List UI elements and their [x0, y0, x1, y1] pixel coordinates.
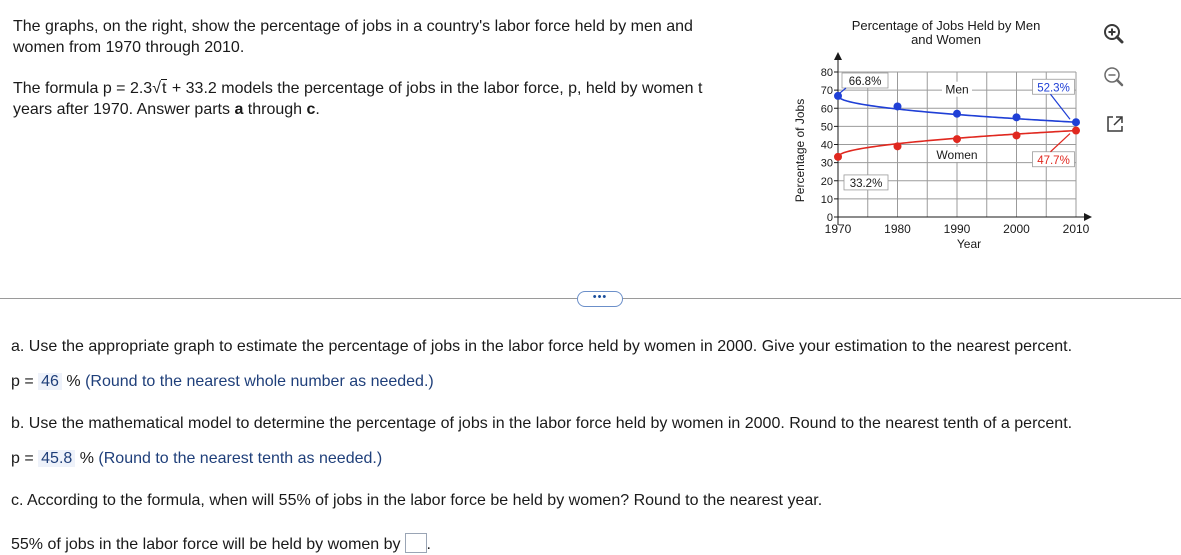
data-point-women	[1013, 131, 1021, 139]
part-c-label: c	[306, 101, 316, 118]
y-tick-label: 20	[820, 175, 833, 188]
annotation-men-end: 52.3%	[1037, 82, 1070, 95]
data-point-women	[953, 135, 961, 143]
intro-paragraph-2	[13, 78, 713, 120]
annotation-women-start: 33.2%	[849, 177, 883, 190]
answer-c-suffix: .	[426, 536, 431, 553]
x-tick-label: 2000	[1003, 222, 1030, 236]
answer-b-row	[11, 449, 382, 469]
answer-c-input[interactable]	[405, 533, 427, 553]
data-point-women	[834, 153, 842, 161]
annotation-women-end: 47.7%	[1037, 154, 1070, 167]
answer-b-hint: (Round to the nearest tenth as needed.)	[98, 450, 383, 467]
x-axis-label: Year	[956, 237, 982, 251]
chart-title-line-1: Percentage of Jobs Held by Men	[851, 18, 1041, 33]
question-b: b. Use the mathematical model to determine the percentage of jobs in the labor force held by women in 2000. Round to the nearest tenth of a percent.	[11, 415, 1073, 432]
more-options-button[interactable]: •••	[577, 291, 623, 307]
sqrt-radicand: t	[161, 80, 167, 97]
zoom-out-icon	[1102, 65, 1124, 87]
data-point-men	[1072, 118, 1080, 126]
x-tick-label: 2010	[1062, 222, 1090, 236]
y-tick-label: 60	[820, 103, 833, 116]
part-a-label: a	[234, 101, 244, 118]
intro-period: .	[315, 101, 320, 118]
data-point-women	[1072, 127, 1080, 135]
answer-c-prefix: 55% of jobs in the labor force will be held by women by	[11, 536, 401, 553]
answer-a-hint: (Round to the nearest whole number as needed.)	[85, 373, 434, 390]
through-text: through	[243, 101, 307, 118]
chart-svg	[786, 14, 1106, 264]
x-tick-label: 1970	[824, 222, 852, 236]
data-point-women	[894, 142, 902, 150]
y-tick-label: 50	[820, 121, 833, 134]
sqrt-icon: √	[152, 80, 161, 97]
zoom-in-icon	[1102, 22, 1124, 44]
answer-a-unit: %	[61, 373, 81, 390]
y-tick-label: 70	[820, 85, 833, 98]
problem-intro	[13, 16, 713, 140]
answer-a-value[interactable]: 46	[38, 373, 62, 390]
answer-b-prefix: p =	[11, 450, 39, 467]
series-label-men: Men	[945, 82, 969, 97]
y-axis-label: Percentage of Jobs	[793, 98, 807, 203]
y-tick-label: 30	[820, 157, 833, 170]
question-a: a. Use the appropriate graph to estimate the percentage of jobs in the labor force held by women in 2000. Give your estimation to the nearest percent.	[11, 338, 1073, 355]
answer-a-prefix: p =	[11, 373, 39, 390]
question-c: c. According to the formula, when will 55% of jobs in the labor force be held by women? Round to the nearest year.	[11, 492, 823, 509]
sqrt-expression	[152, 78, 167, 99]
answer-b-unit: %	[75, 450, 94, 467]
x-axis-arrow-icon	[1084, 213, 1092, 221]
zoom-out-button[interactable]	[1102, 65, 1124, 87]
data-point-men	[953, 110, 961, 118]
answer-b-value[interactable]: 45.8	[38, 450, 75, 467]
data-point-men	[834, 92, 842, 100]
popout-button[interactable]	[1104, 113, 1126, 135]
x-tick-label: 1990	[943, 222, 971, 236]
annotation-men-start: 66.8%	[848, 76, 882, 88]
jobs-chart	[786, 14, 1106, 264]
formula-suffix: + 33.2 models the percentage of jobs in the labor force, p, held by women t years after 1970. Answer parts	[13, 80, 703, 118]
y-tick-label: 10	[820, 193, 833, 206]
x-tick-label: 1980	[884, 222, 911, 236]
zoom-in-button[interactable]	[1102, 22, 1124, 44]
answer-a-row	[11, 372, 434, 392]
data-point-men	[1013, 113, 1021, 121]
data-point-men	[894, 102, 902, 110]
y-tick-label: 0	[826, 212, 833, 224]
intro-paragraph-1: The graphs, on the right, show the percentage of jobs in a country's labor force held by men and women from 1970 through 2010.	[13, 18, 693, 56]
y-tick-label: 80	[820, 67, 833, 79]
y-axis-arrow-icon	[834, 52, 842, 60]
chart-title-line-2: and Women	[911, 32, 981, 47]
external-window-icon	[1104, 113, 1126, 135]
formula-prefix: The formula p = 2.3	[13, 80, 153, 97]
series-label-women: Women	[936, 147, 978, 162]
y-tick-label: 40	[820, 139, 833, 152]
